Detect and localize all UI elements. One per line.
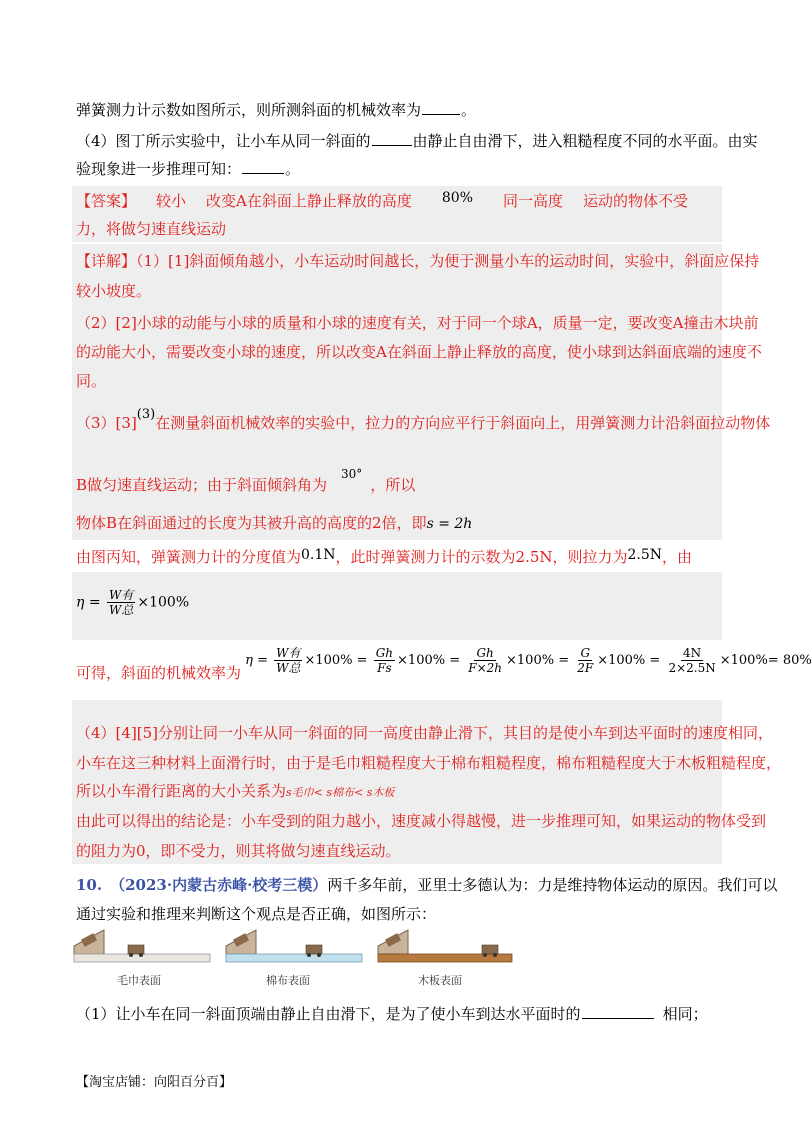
detail-p3 xyxy=(76,407,771,436)
chain-times-2: ×100% xyxy=(397,653,446,668)
times-percent: ×100% xyxy=(137,594,190,611)
chain-frac-4-num: G xyxy=(580,646,591,660)
detail-p4d xyxy=(76,810,766,832)
q10-text1: 两千多年前，亚里士多德认为：力是维持物体运动的原因。我们可以 xyxy=(327,876,778,894)
detail-p2c-text: 同。 xyxy=(76,372,107,390)
length-equation: s = 2h xyxy=(426,516,473,532)
chain-frac-5-num: 4N xyxy=(683,646,702,660)
detail-p3e-text-b: ，此时弹簧测力计的示数为2.5N，则拉力为 xyxy=(335,548,628,566)
answer-blank[interactable] xyxy=(372,131,412,146)
q10-part1 xyxy=(76,1003,708,1025)
detail-p4b xyxy=(76,752,781,774)
detail-p1 xyxy=(76,250,759,272)
chain-result: = 80% xyxy=(767,653,812,668)
angle-value: 30° xyxy=(341,467,363,481)
q10-part1-text: （1）让小车在同一斜面顶端由静止自由滑下，是为了使小车到达水平面时的 xyxy=(76,1005,581,1023)
detail-p3c-text: B做匀速直线运动；由于斜面倾斜角为 xyxy=(76,476,328,494)
detail-p3c-end: ，所以 xyxy=(370,476,416,494)
detail-p1b-text: 较小坡度。 xyxy=(76,282,152,300)
useful-work: W有 xyxy=(109,588,134,602)
efficiency-formula xyxy=(76,588,189,617)
eta-symbol: η = xyxy=(76,594,101,611)
caption-cotton: 棉布表面 xyxy=(266,974,310,987)
eta-symbol-2: η = xyxy=(245,653,268,668)
q9-part4 xyxy=(76,130,758,152)
answer-blank[interactable] xyxy=(582,1004,654,1019)
caption-towel: 毛巾表面 xyxy=(117,974,161,987)
towel-panel xyxy=(74,930,210,962)
chain-times-1: ×100% xyxy=(304,653,353,668)
detail-p2b-text: 的动能大小，需要改变小球的速度，所以改变A在斜面上静止释放的高度，使小球到达斜面底端的速度不 xyxy=(76,343,762,361)
answer-4: 同一高度 xyxy=(503,192,564,210)
chain-frac-1 xyxy=(274,646,302,675)
answer-1: 较小 xyxy=(156,192,187,210)
answer-5-cont: 力，将做匀速直线运动 xyxy=(76,220,227,238)
answer-line-2 xyxy=(76,218,226,240)
chain-frac-4 xyxy=(575,646,595,675)
q10-source: （2023·内蒙古赤峰·校考三模） xyxy=(110,876,328,894)
chain-frac-2-den: Fs xyxy=(377,661,392,675)
chain-frac-5 xyxy=(666,646,717,675)
q9-line1-text: 弹簧测力计示数如图所示，则所测斜面的机械效率为 xyxy=(76,101,422,119)
answer-blank[interactable] xyxy=(422,100,460,115)
detail-p2-text: （2）[2]小球的动能与小球的质量和小球的速度有关，对于同一个球A，质量一定，要改变A撞击木块前 xyxy=(76,314,759,332)
chain-frac-2 xyxy=(374,646,395,675)
efficiency-chain: 可得，斜面的机械效率为 η = $\frac{\text{W有}}{\text{W总}}$ ×100% = $\frac{Gh}{Fs}$ ×100% = $\frac{Gh}{F\times 2h}$ ×100% = $\frac{G}{2F}$ ×100% = $\frac{4N}{2\times 2.5N}$ ×100%= 80% xyxy=(76,646,812,682)
caption-wood: 木板表面 xyxy=(418,974,462,987)
q9-part4-text-a: （4）图丁所示实验中，让小车从同一斜面的 xyxy=(76,132,371,150)
detail-p4d-text: 由此可以得出的结论是：小车受到的阻力越小，速度减小得越慢，进一步推理可知，如果运动的物体受到 xyxy=(76,812,767,830)
detail-p4e-text: 的阻力为0，即不受力，则其将做匀速直线运动。 xyxy=(76,842,401,860)
detail-p3e xyxy=(76,546,692,569)
q10-number: 10. xyxy=(76,876,103,894)
total-work: W总 xyxy=(109,603,134,617)
chain-frac-1-num: W有 xyxy=(276,646,301,660)
detail-p3c xyxy=(76,467,416,497)
chain-frac-3 xyxy=(466,646,504,675)
detail-p2 xyxy=(76,312,758,334)
q9-line1-end: 。 xyxy=(461,101,477,119)
chain-frac-2-num: Gh xyxy=(375,646,394,660)
chain-frac-3-num: Gh xyxy=(476,646,494,660)
detail-p3f-text: 可得，斜面的机械效率为 xyxy=(76,664,242,682)
division-value: 0.1N xyxy=(301,547,336,563)
detail-p2c xyxy=(76,370,106,392)
chain-frac-5-den: 2×2.5N xyxy=(668,661,716,675)
chain-frac-1-den: W总 xyxy=(276,661,301,675)
detail-p4 xyxy=(76,722,773,744)
detail-p4e xyxy=(76,840,401,862)
detail-p3-sup: (3) xyxy=(136,407,156,422)
detail-p1b xyxy=(76,280,151,302)
detail-p4b-text: 小车在这三种材料上面滑行时，由于是毛巾粗糙程度大于棉布粗糙程度，棉布粗糙程度大于木板粗糙程度， xyxy=(76,754,782,772)
q10-line2 xyxy=(76,903,436,925)
detail-p3-text: 在测量斜面机械效率的实验中，拉力的方向应平行于斜面向上，用弹簧测力计沿斜面拉动物体 xyxy=(155,414,771,432)
detail-p4c xyxy=(76,780,394,804)
detail-p3-label: （3）[3] xyxy=(76,414,137,432)
experiment-figure xyxy=(74,928,514,974)
q10-line1 xyxy=(76,874,777,896)
q9-part4-end: 。 xyxy=(285,160,301,178)
chain-times-3: ×100% xyxy=(506,653,555,668)
chain-frac-4-den: 2F xyxy=(577,661,594,675)
detail-label: 【详解】 xyxy=(76,252,137,270)
chain-times-5: ×100% xyxy=(719,653,768,668)
detail-p2b xyxy=(76,341,762,363)
detail-p4-text: （4）[4][5]分别让同一小车从同一斜面的同一高度由静止滑下，其目的是使小车到达平面时的速度相同， xyxy=(76,724,774,742)
detail-p4c-text: 所以小车滑行距离的大小关系为 xyxy=(76,782,287,800)
answer-blank[interactable] xyxy=(242,159,284,174)
q9-part4-text-c: 验现象进一步推理可知： xyxy=(76,160,242,178)
q10-text2: 通过实验和推理来判断这个观点是否正确，如图所示： xyxy=(76,905,437,923)
q10-part1-end: 相同； xyxy=(662,1005,708,1023)
detail-p3e-text-c: ，由 xyxy=(662,548,693,566)
detail-p3d xyxy=(76,512,472,535)
q9-part4-cont xyxy=(76,158,300,180)
q9-line1 xyxy=(76,99,476,121)
answer-label: 【答案】 xyxy=(76,192,137,210)
chain-times-4: ×100% xyxy=(597,653,646,668)
footer-shop-label: 【淘宝店铺：向阳百分百】 xyxy=(76,1075,233,1090)
answer-line xyxy=(76,190,688,213)
answer-3: 80% xyxy=(441,190,473,206)
q9-part4-text-b: 由静止自由滑下，进入粗糙程度不同的水平面。由实 xyxy=(412,132,758,150)
cotton-panel xyxy=(226,930,362,962)
answer-5: 运动的物体不受 xyxy=(583,192,689,210)
distance-relation: s毛巾< s棉布< s木板 xyxy=(286,786,395,799)
wood-panel xyxy=(378,930,512,962)
detail-p1-text: （1）[1]斜面倾角越小，小车运动时间越长，为便于测量小车的运动时间，实验中，斜面应保持 xyxy=(136,252,760,270)
detail-p3d-text: 物体B在斜面通过的长度为其被升高的高度的2倍，即 xyxy=(76,514,427,532)
force-value: 2.5N xyxy=(627,547,663,563)
chain-frac-3-den: F×2h xyxy=(468,661,503,675)
work-fraction xyxy=(107,588,135,617)
detail-p3e-text-a: 由图丙知，弹簧测力计的分度值为 xyxy=(76,548,302,566)
answer-2: 改变A在斜面上静止释放的高度 xyxy=(206,192,412,210)
